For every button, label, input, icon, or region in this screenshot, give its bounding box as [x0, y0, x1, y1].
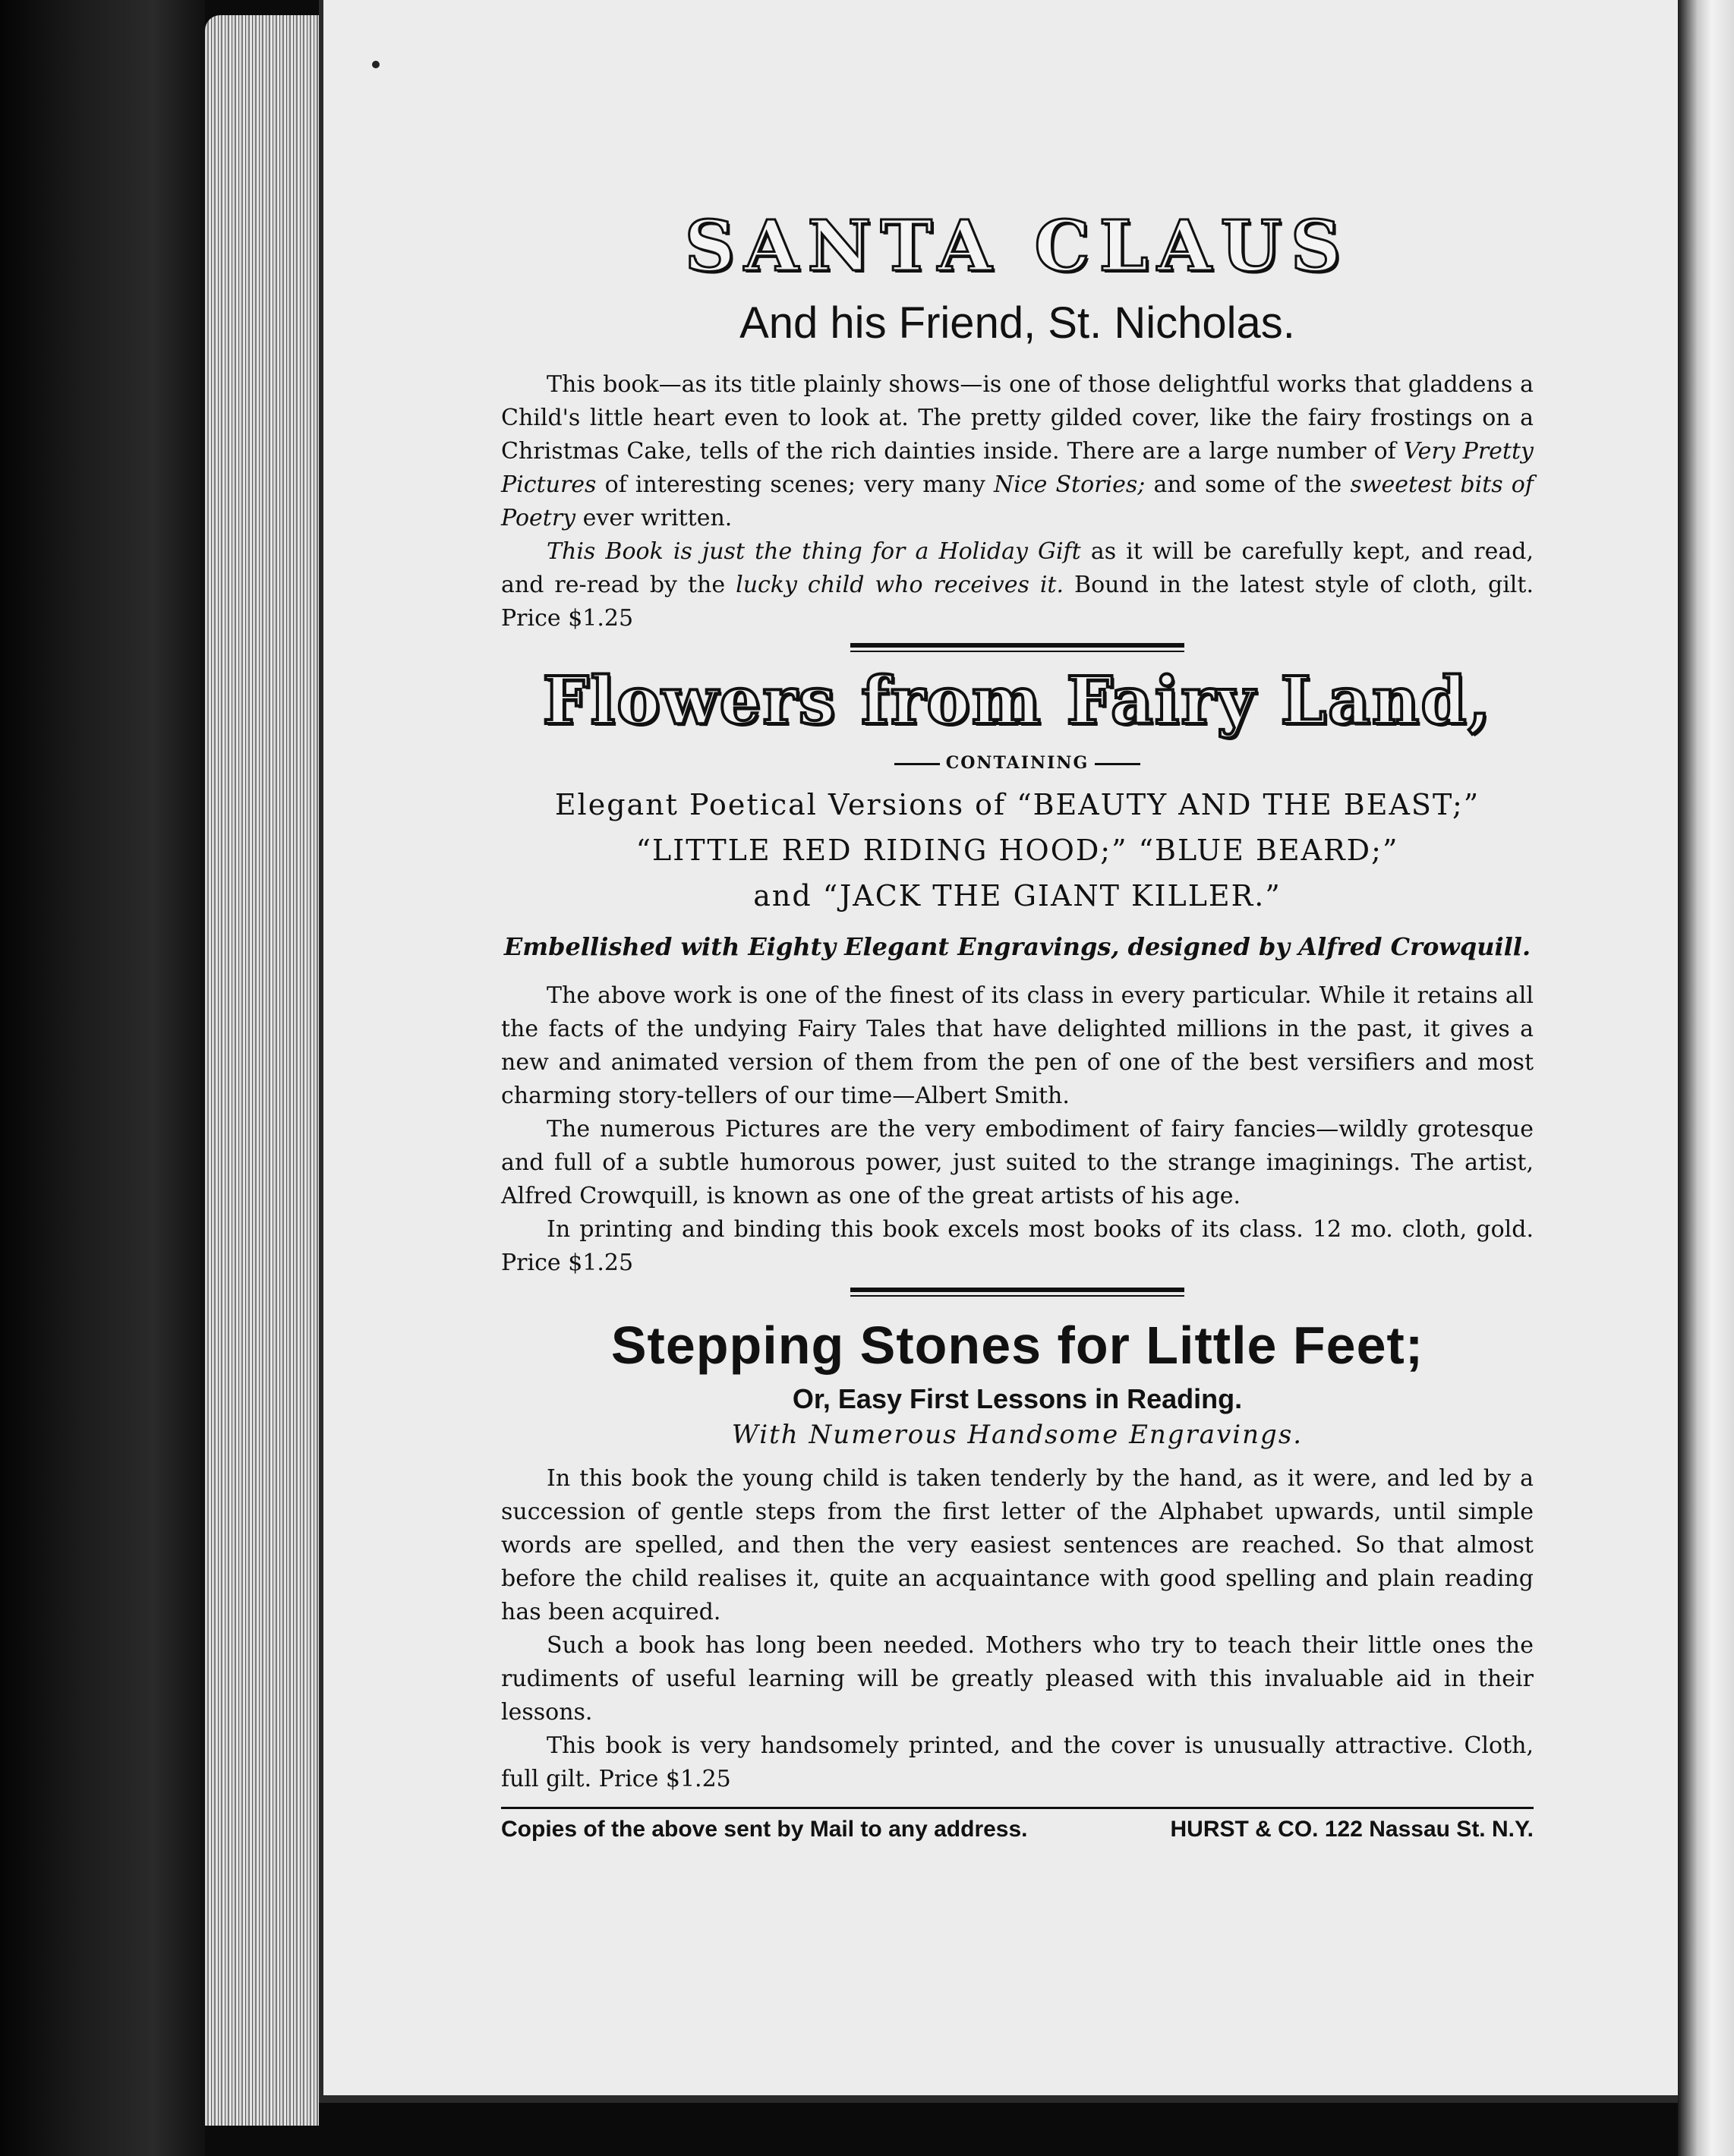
stepping-paragraph-1: In this book the young child is taken tenderly by the hand, as it were, and led by a succession of gentle steps from the first letter of the Alphabet upwards, until simple words are spelled, and then the very easiest sentences are reached. So that almost before the child realises it, quite an acquaintance with good spelling and plain reading has been acquired.: [501, 1465, 1534, 1625]
santa-paragraph-2: This Book is just the thing for a Holiday Gift as it will be carefully kept, and read, and re-read by the lucky child who receives it. Bound in the latest style of cloth, gilt. Price $1.25: [501, 538, 1534, 632]
flowers-paragraph-2: The numerous Pictures are the very embodiment of fairy fancies—wildly grotesque and full of a subtle humorous power, just suited to the strange imaginings. The artist, Alfred Crowquill, is known as one of the great artists of his age.: [501, 1116, 1534, 1209]
contents-line-2: “LITTLE RED RIDING HOOD;” “BLUE BEARD;”: [635, 834, 1399, 867]
section-divider: [850, 643, 1184, 652]
stepping-stones-title: Stepping Stones for Little Feet;: [610, 1316, 1424, 1375]
engravings-note: Embellished with Eighty Elegant Engravings, designed by Alfred Crowquill.: [503, 932, 1531, 961]
page-edges: [205, 15, 319, 2126]
contents-line-3: and “JACK THE GIANT KILLER.”: [753, 879, 1282, 913]
flowers-title: Flowers from Fairy Land,: [542, 663, 1493, 739]
section-divider: [850, 1288, 1184, 1297]
contents-line-1: Elegant Poetical Versions of “BEAUTY AND THE BEAST;”: [554, 788, 1480, 821]
flowers-paragraph-3: In printing and binding this book excels most books of its class. 12 mo. cloth, gold. Price $1.25: [501, 1216, 1534, 1276]
mail-order-note: Copies of the above sent by Mail to any address.: [501, 1817, 1028, 1842]
right-page-edge: [1678, 0, 1734, 2156]
book-spine: [0, 0, 205, 2156]
stepping-paragraph-3: This book is very handsomely printed, and the cover is unusually attractive. Cloth, full gilt. Price $1.25: [501, 1732, 1534, 1792]
stepping-stones-subtitle: Or, Easy First Lessons in Reading.: [792, 1383, 1243, 1414]
publisher-address: HURST & CO. 122 Nassau St. N.Y.: [1170, 1817, 1534, 1842]
santa-claus-title: SANTA CLAUS: [684, 205, 1351, 287]
santa-paragraph-1: This book—as its title plainly shows—is one of those delightful works that gladdens a Child's little heart even to look at. The pretty gilded cover, like the fairy frostings on a Christmas Cake, tells of the rich dainties inside. There are a large number of Very Pretty Pictures of interesting scenes; very many Nice Stories; and some of the sweetest bits of Poetry ever written.: [501, 371, 1534, 531]
footer-divider: [501, 1807, 1534, 1809]
dash-left: [894, 763, 940, 765]
santa-claus-subtitle: And his Friend, St. Nicholas.: [739, 298, 1295, 348]
containing-label: CONTAINING: [501, 753, 1534, 773]
flowers-paragraph-1: The above work is one of the finest of its class in every particular. While it retains all the facts of the undying Fairy Tales that have delighted millions in the past, it gives a new and animated version of them from the pen of one of the best versifiers and most charming story-tellers of our time—Albert Smith.: [501, 982, 1534, 1109]
publisher-footer: [501, 1817, 1534, 1842]
stepping-engravings-note: With Numerous Handsome Engravings.: [731, 1420, 1304, 1450]
dash-right: [1095, 763, 1140, 765]
advertisement-content: [501, 205, 1534, 1842]
ink-speck: [372, 61, 380, 68]
stepping-paragraph-2: Such a book has long been needed. Mothers who try to teach their little ones the rudiments of useful learning will be greatly pleased with this invaluable aid in their lessons.: [501, 1632, 1534, 1726]
